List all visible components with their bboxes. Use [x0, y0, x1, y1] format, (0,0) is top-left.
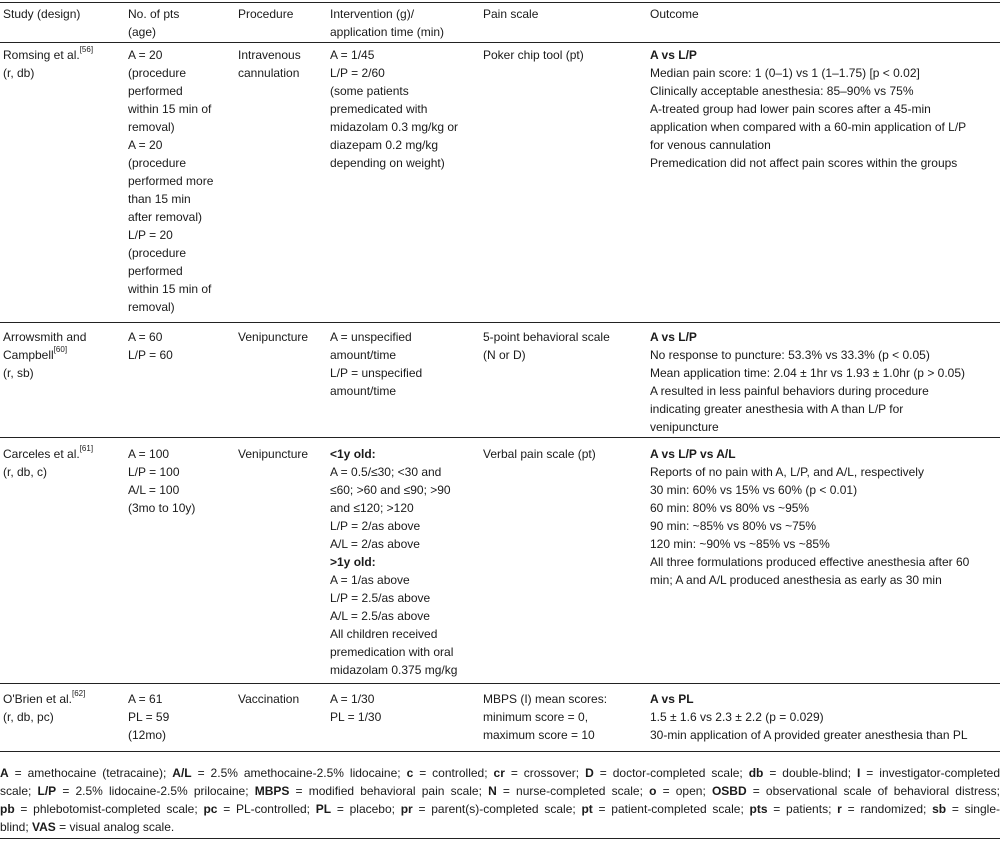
legend-line: A = amethocaine (tetracaine); A/L = 2.5% amethocaine-2.5% lidocaine; c = controlled; cr = crossover; D = doctor-completed scale; db = double-blind; I = investigator-completed: [0, 766, 1000, 780]
pain-scale-cell: 5-point behavioral scale (N or D): [483, 330, 610, 362]
legend-bottom-rule: [0, 838, 1000, 839]
legend-line: scale; L/P = 2.5% lidocaine-2.5% prilocaine; MBPS = modified behavioral pain scale; N = nurse-completed scale; o = open; OSBD = observational scale of behavioral distress;: [0, 784, 1000, 798]
pain-scale-cell: Verbal pain scale (pt): [483, 447, 596, 461]
header-intervention: Intervention (g)/ application time (min): [330, 7, 445, 39]
outcome-cell: A vs PL 1.5 ± 1.6 vs 2.3 ± 2.2 (p = 0.029) 30-min application of A provided greater anesthesia than PL: [650, 692, 968, 742]
study-cell: O'Brien et al.[62] (r, db, pc): [3, 689, 86, 724]
abbreviation-legend: [0, 764, 1000, 836]
pts-cell: A = 61 PL = 59 (12mo): [128, 692, 170, 742]
pts-cell: A = 60 L/P = 60: [128, 330, 173, 362]
header-pts: No. of pts (age): [128, 7, 180, 39]
study-cell: Carceles et al.[61] (r, db, c): [3, 444, 94, 479]
pain-scale-cell: Poker chip tool (pt): [483, 48, 584, 62]
outcome-cell: A vs L/P vs A/L Reports of no pain with A, L/P, and A/L, respectively 30 min: 60% vs 15% vs 60% (p < 0.01) 60 min: 80% vs 80% vs ~95% 90 min: ~85% vs 80% vs ~75% 120 min: ~90% vs ~85% vs ~85% All three formulations produced effective anesthesia after 60 min; A and A/L produced anesthesia as early as 30 min: [650, 447, 970, 587]
intervention-cell: A = 1/30 PL = 1/30: [330, 692, 382, 724]
intervention-cell: A = unspecified amount/time L/P = unspecified amount/time: [330, 330, 423, 398]
procedure-cell: Vaccination: [238, 692, 300, 706]
intervention-cell: A = 1/45 L/P = 2/60 (some patients premedicated with midazolam 0.3 mg/kg or diazepam 0.2 mg/kg depending on weight): [330, 48, 459, 170]
header-procedure: Procedure: [238, 7, 294, 21]
row-divider: [0, 683, 1000, 684]
header-bottom-rule: [0, 42, 1000, 43]
outcome-cell: A vs L/P No response to puncture: 53.3% vs 33.3% (p < 0.05) Mean application time: 2.04 ± 1hr vs 1.93 ± 1.0hr (p > 0.05) A resulted in less painful behaviors during procedure indicating greater anesthesia with A than L/P for venipuncture: [650, 330, 966, 434]
intervention-cell: <1y old: A = 0.5/≤30; <30 and ≤60; >60 and ≤90; >90 and ≤120; >120 L/P = 2/as above A/L = 2/as above >1y old: A = 1/as above L/P = 2.5/as above A/L = 2.5/as above All children received premedication with oral midazolam 0.375 mg/kg: [330, 447, 458, 677]
row-divider: [0, 437, 1000, 438]
table-bottom-rule: [0, 751, 1000, 752]
procedure-cell: Intravenous cannulation: [238, 48, 301, 80]
study-cell: Romsing et al.[56] (r, db): [3, 45, 94, 80]
study-cell: Arrowsmith and Campbell[60] (r, sb): [3, 330, 87, 380]
legend-line: blind; VAS = visual analog scale.: [0, 820, 175, 834]
pain-scale-cell: MBPS (I) mean scores: minimum score = 0, maximum score = 10: [483, 692, 608, 742]
pts-cell: A = 20 (procedure performed within 15 min of removal) A = 20 (procedure performed more than 15 min after removal) L/P = 20 (procedure performed within 15 min of removal): [128, 48, 214, 314]
outcome-cell: A vs L/P Median pain score: 1 (0–1) vs 1 (1–1.75) [p < 0.02] Clinically acceptable anesthesia: 85–90% vs 75% A-treated group had lower pain scores after a 45-min application when compared with a 60-min application of L/P for venous cannulation Premedication did not affect pain scores within the groups: [650, 48, 967, 170]
legend-line: pb = phlebotomist-completed scale; pc = PL-controlled; PL = placebo; pr = parent(s)-completed scale; pt = patient-completed scale; pts = patients; r = randomized; sb = single-: [0, 802, 1000, 816]
header-pain-scale: Pain scale: [483, 7, 539, 21]
procedure-cell: Venipuncture: [238, 447, 309, 461]
row-divider: [0, 322, 1000, 323]
pts-cell: A = 100 L/P = 100 A/L = 100 (3mo to 10y): [128, 447, 196, 515]
header-outcome: Outcome: [650, 7, 699, 21]
table-top-rule: [0, 2, 1000, 3]
procedure-cell: Venipuncture: [238, 330, 309, 344]
header-study: Study (design): [3, 7, 81, 21]
